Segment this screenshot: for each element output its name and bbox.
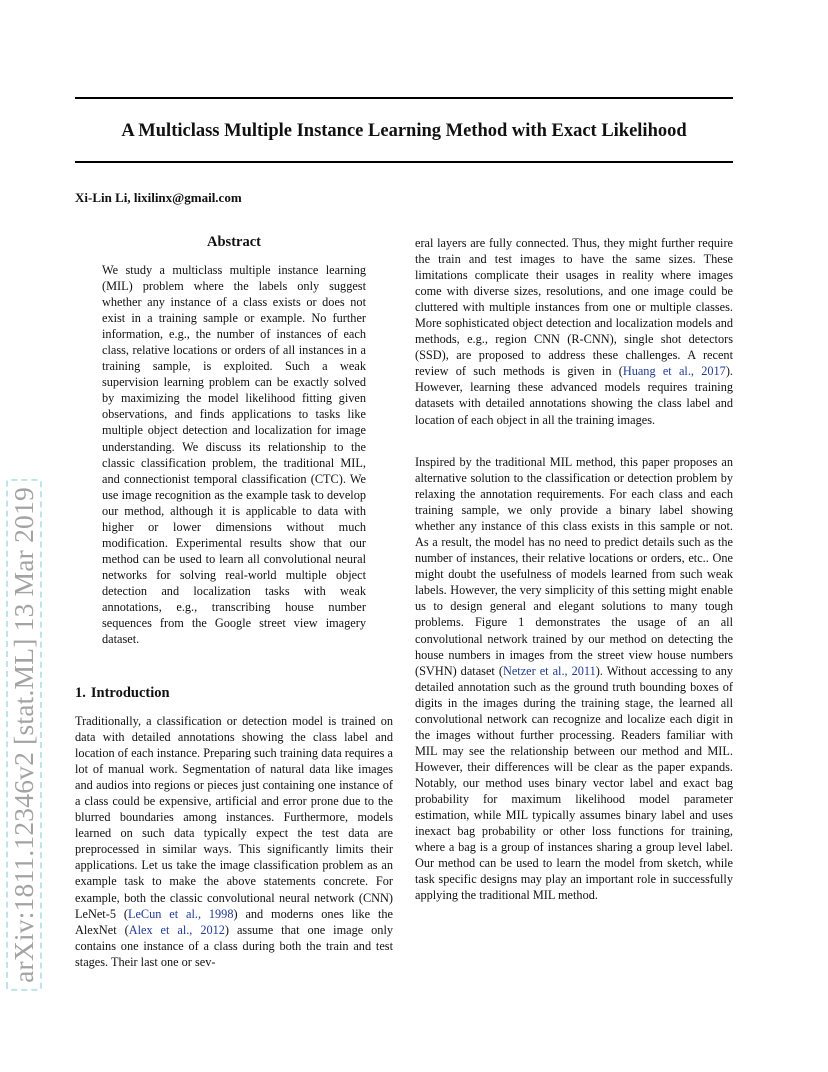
citation-link-netzer[interactable]: Netzer et al., 2011 bbox=[502, 663, 596, 678]
intro-paragraph-1-left bbox=[75, 713, 393, 970]
intro-text-segment: ) and moderns ones like the AlexNet ( bbox=[75, 906, 393, 937]
citation-link-lecun[interactable]: LeCun et al., 1998 bbox=[127, 906, 234, 921]
section-number: 1. bbox=[75, 685, 86, 701]
intro-paragraph-2 bbox=[415, 454, 733, 903]
intro-text-segment: Traditionally, a classification or detection model is trained on data with detailed annotations showing the class label and location of each instance. Preparing such training data requires a lot of manual work. Segmentation of natural data like images and audios into regions or pieces just containing one instance of a class could be expensive, artificial and error prone due to the blurred boundaries among instances. Furthermore, models learned on such data typically expect the test data are preprocessed in similar ways. This significantly limits their applications. Let us take the image classification problem as an example task to make the above statements concrete. For example, both the classic convolutional neural network (CNN) LeNet-5 ( bbox=[75, 714, 393, 921]
intro-text-segment: Inspired by the traditional MIL method, this paper proposes an alternative solution to the classification or detection problem by relaxing the annotation requirements. For each class and each training sample, we only provide a binary label showing whether any instance of this class exists in this sample or not. As a result, the model has no need to predict details such as the number of instances, their relative locations or orders, etc.. One might doubt the usefulness of models learned from such weak labels. However, the very simplicity of this setting might enable us to design general and elegant solutions to many tough problems. Figure 1 demonstrates the usage of an all convolutional network trained by our method on detecting the house numbers in images from the street view house numbers (SVHN) dataset ( bbox=[415, 455, 733, 678]
intro-paragraph-1-right bbox=[415, 235, 733, 428]
title-top-rule bbox=[75, 97, 733, 99]
section-heading-introduction bbox=[75, 684, 170, 702]
abstract-heading: Abstract bbox=[207, 234, 261, 250]
citation-link-alex[interactable]: Alex et al., 2012 bbox=[128, 922, 225, 937]
abstract-paragraph: We study a multiclass multiple instance learning (MIL) problem where the labels only suggest whether any instance of a class exists or does not exist in a training sample or example. No further information, e.g., the number of instances of each class, relative locations or orders of all instances in a training sample, is exploited. Such a weak supervision learning problem can be exactly solved by maximizing the model likelihood fitting given observations, and finds applications to tasks like multiple object detection and localization for image understanding. We discuss its relationship to the classic classification problem, the traditional MIL, and connectionist temporal classification (CTC). We use image recognition as the example task to develop our method, although it is applicable to data with higher or lower dimensions without much modification. Experimental results show that our method can be used to learn all convolutional neural networks for solving real-world multiple object detection and localization tasks with weak annotations, e.g., transcribing house number sequences from the Google street view imagery dataset. bbox=[102, 263, 366, 647]
paper-title: A Multiclass Multiple Instance Learning Method with Exact Likelihood bbox=[121, 121, 687, 141]
intro-text-segment: ). Without accessing to any detailed annotation such as the ground truth bounding boxes of digits in the images during the training stage, the learned all convolutional network can recognize and localize each digit in the images without further processing. Readers familiar with MIL may see the relationship between our method and MIL. However, their differences will be clear as the paper expands. Notably, our method uses binary vector label and exact bag probability for maximum likelihood model parameter estimation, while MIL typically assumes binary label and uses inexact bag probability or other loss functions for training, where a bag is a group of instances sharing a group level label. Our method can be used to learn the model from sketch, while task specific designs may play an important role in successfully applying the traditional MIL method. bbox=[415, 663, 733, 903]
intro-text-segment: ). However, learning these advanced models requires training datasets with detailed annotations showing the class label and location of each object in all the training images. bbox=[415, 364, 733, 427]
title-bottom-rule bbox=[75, 161, 733, 163]
abstract-text bbox=[102, 262, 366, 647]
intro-text-segment: eral layers are fully connected. Thus, they might further require the train and test images to have the same sizes. These limitations complicate their usages in reality where images come with diverse sizes, resolutions, and one image could be cluttered with multiple instances from one or multiple classes. More sophisticated object detection and localization models and methods, e.g., region CNN (R-CNN), single shot detectors (SSD), are proposed to address these challenges. A recent review of such methods is given in ( bbox=[415, 236, 733, 379]
arxiv-identifier: arXiv:1811.12346v2 [stat.ML] 13 Mar 2019 bbox=[6, 479, 42, 991]
intro-text-segment: ) assume that one image only contains one instance of a class during both the train and test stages. Their last one or sev- bbox=[75, 922, 394, 969]
author-line: Xi-Lin Li, lixilinx@gmail.com bbox=[75, 190, 242, 205]
section-title: Introduction bbox=[90, 685, 170, 701]
citation-link-huang[interactable]: Huang et al., 2017 bbox=[622, 364, 726, 379]
arxiv-stamp bbox=[4, 240, 44, 983]
